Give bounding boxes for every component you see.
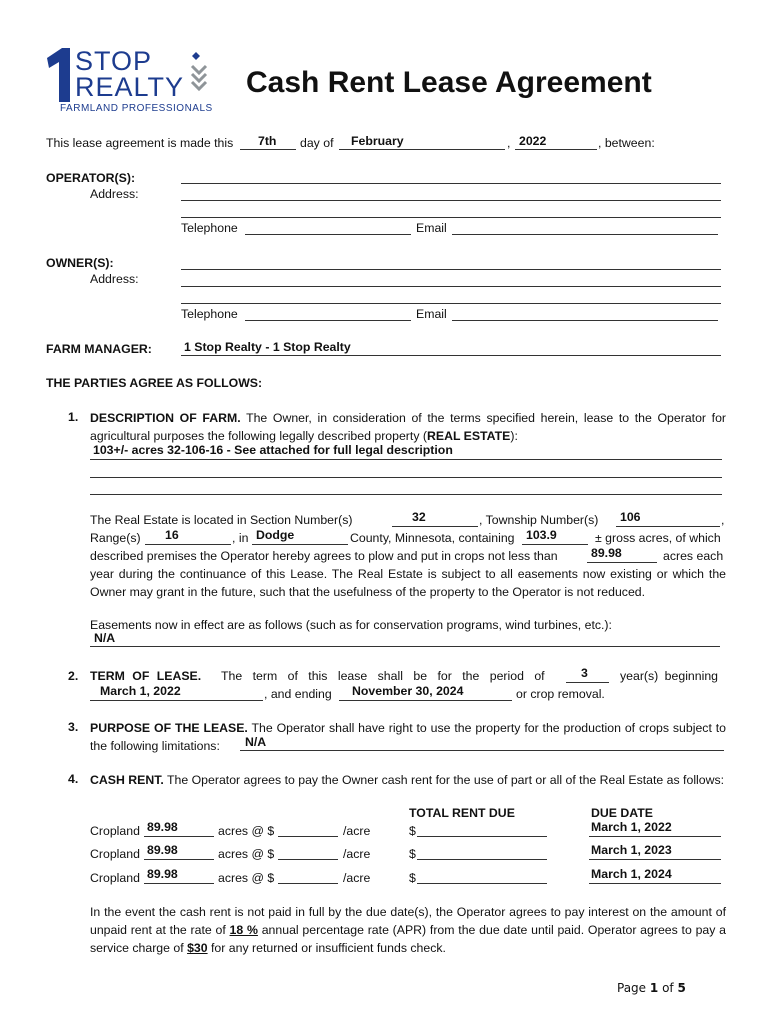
section1-real-estate: REAL ESTATE — [426, 429, 511, 443]
rent-row-due-date: March 1, 2024 — [591, 867, 672, 881]
section4-text: The Operator agrees to pay the Owner cash rent for the use of part or all of the Real Estate as follows: — [167, 773, 725, 787]
operator-address-field-2[interactable] — [181, 217, 721, 218]
interest-text-c: for any returned or insufficient funds check. — [211, 941, 446, 955]
service-charge-value: $30 — [187, 941, 208, 955]
section2-number: 2. — [68, 669, 79, 683]
section3-text: The Operator shall have right to use the property for the production of crops subject to the following limitations: — [90, 721, 727, 753]
section2-heading: TERM OF LEASE. — [90, 669, 202, 683]
rent-row-per-acre: /acre — [343, 824, 371, 838]
limitations-field[interactable] — [240, 750, 724, 751]
rent-row-total-field[interactable] — [417, 883, 547, 884]
section1-number: 1. — [68, 410, 79, 424]
section1-heading: DESCRIPTION OF FARM. — [90, 411, 241, 425]
due-date-header: DUE DATE — [591, 806, 653, 820]
rent-row-due-date: March 1, 2022 — [591, 820, 672, 834]
section2-text-a: The term of this lease shall be for the period of — [221, 669, 545, 683]
township-label: , Township Number(s) — [479, 513, 599, 527]
operator-address-field[interactable] — [181, 200, 721, 201]
acres-each-text: acres each — [663, 549, 724, 563]
logo-realty-text: REALTY — [75, 72, 185, 102]
operator-email-label: Email — [416, 221, 447, 235]
easements-field[interactable] — [90, 646, 720, 647]
farm-manager-label: FARM MANAGER: — [46, 342, 152, 356]
logo-stop-text: STOP — [75, 46, 153, 76]
crop-removal-text: or crop removal. — [516, 687, 605, 701]
rent-row-label: Cropland — [90, 871, 140, 885]
interest-text-a: In the event the cash rent is not paid in full by the due date(s), the Operator agrees to pay interest on the amount of unpaid rent at the rate of — [90, 905, 726, 937]
rent-row-total-field[interactable] — [417, 836, 547, 837]
rent-row-acres: 89.98 — [147, 820, 178, 834]
interest-paragraph — [90, 903, 726, 957]
operator-label: OPERATOR(S): — [46, 171, 136, 185]
easements-text: Easements now in effect are as follows (such as for conservation programs, wind turbines, etc.): — [90, 618, 612, 632]
section3-heading: PURPOSE OF THE LEASE. — [90, 721, 248, 735]
intro-text-b: day of — [300, 136, 334, 150]
legal-description-line-3[interactable] — [90, 494, 722, 495]
intro-text-a: This lease agreement is made this — [46, 136, 234, 150]
easements-value: N/A — [94, 631, 116, 645]
owner-address-field-2[interactable] — [181, 303, 721, 304]
section1-intro: DESCRIPTION OF FARM. The Owner, in consideration of the terms specified herein, lease to the Operator for agricultural purposes the following legally described property (REAL ESTATE): — [90, 411, 727, 443]
rent-row-acres-at: acres @ $ — [218, 871, 275, 885]
intro-day-value: 7th — [258, 134, 277, 148]
rent-row-label: Cropland — [90, 847, 140, 861]
operator-telephone-field[interactable] — [245, 234, 411, 235]
section1-paragraph-rest: year during the continuance of this Lease. The Real Estate is subject to all easements now existing or which the Owner may grant in the future, such that the usefulness of the property to the Operator is not reduced. — [90, 567, 726, 599]
rent-row-rate-field[interactable] — [278, 883, 338, 884]
crop-acres-value: 89.98 — [591, 546, 622, 560]
logo-subtitle: FARMLAND PROFESSIONALS — [60, 103, 213, 114]
section4-paragraph — [90, 771, 726, 789]
operator-name-field[interactable] — [181, 183, 721, 184]
total-rent-due-header: TOTAL RENT DUE — [409, 806, 515, 820]
owner-label: OWNER(S): — [46, 256, 114, 270]
operator-telephone-label: Telephone — [181, 221, 238, 235]
rent-row-rate-field[interactable] — [278, 836, 338, 837]
lease-years-value: 3 — [581, 666, 588, 680]
page-number: Page 1 of 5 — [617, 981, 686, 995]
limitations-value: N/A — [245, 735, 267, 749]
section-number-value: 32 — [412, 510, 426, 524]
rent-row-acres-at: acres @ $ — [218, 824, 275, 838]
operator-address-label: Address: — [90, 187, 139, 201]
section2-text-b: year(s) beginning — [620, 669, 719, 683]
section1-text: The Owner, in consideration of the terms specified herein, lease to the Operator for agricultural purposes the following legally described property ( — [90, 411, 727, 443]
rent-row-dollar: $ — [409, 847, 416, 861]
described-text: described premises the Operator hereby agrees to plow and put in crops not less than — [90, 549, 558, 563]
rent-row-dollar: $ — [409, 824, 416, 838]
interest-rate-value: 18 % — [229, 923, 258, 937]
rent-row-acres: 89.98 — [147, 843, 178, 857]
logo-number-mark — [44, 46, 76, 104]
range-label: Range(s) — [90, 531, 141, 545]
owner-telephone-field[interactable] — [245, 320, 411, 321]
section4-heading: CASH RENT. — [90, 773, 164, 787]
rent-row-rate-field[interactable] — [278, 859, 338, 860]
farm-manager-field[interactable] — [181, 355, 721, 356]
interest-text-b: annual percentage rate (APR) from the due date until paid. Operator agrees to pay a service charge of — [90, 923, 727, 955]
lease-end-value: November 30, 2024 — [352, 684, 464, 698]
section3-number: 3. — [68, 720, 79, 734]
parties-heading: THE PARTIES AGREE AS FOLLOWS: — [46, 376, 263, 390]
farm-manager-value: 1 Stop Realty - 1 Stop Realty — [184, 340, 351, 354]
owner-address-field[interactable] — [181, 286, 721, 287]
gross-acres-text: ± gross acres, of which — [595, 531, 721, 545]
logo-chevron-icon — [190, 52, 212, 94]
legal-description-value: 103+/- acres 32-106-16 - See attached for full legal description — [93, 443, 453, 457]
rent-row-acres-at: acres @ $ — [218, 847, 275, 861]
township-number-value: 106 — [620, 510, 641, 524]
intro-year-value: 2022 — [519, 134, 547, 148]
operator-email-field[interactable] — [452, 234, 718, 235]
legal-description-line-2[interactable] — [90, 477, 722, 478]
intro-month-value: February — [351, 134, 404, 148]
owner-email-field[interactable] — [452, 320, 718, 321]
in-label: , in — [232, 531, 249, 545]
rent-row-label: Cropland — [90, 824, 140, 838]
range-value: 16 — [165, 528, 179, 542]
legal-description-line-1[interactable] — [90, 459, 722, 460]
document-title: Cash Rent Lease Agreement — [246, 66, 652, 99]
ending-text: , and ending — [264, 687, 332, 701]
owner-address-label: Address: — [90, 272, 139, 286]
rent-row-total-field[interactable] — [417, 859, 547, 860]
county-text: County, Minnesota, containing — [350, 531, 515, 545]
owner-name-field[interactable] — [181, 269, 721, 270]
county-value: Dodge — [256, 528, 295, 542]
rent-row-acres: 89.98 — [147, 867, 178, 881]
owner-telephone-label: Telephone — [181, 307, 238, 321]
lease-start-value: March 1, 2022 — [100, 684, 181, 698]
gross-acres-value: 103.9 — [526, 528, 557, 542]
intro-text-c: , between: — [598, 136, 655, 150]
rent-row-due-date: March 1, 2023 — [591, 843, 672, 857]
located-text: The Real Estate is located in Section Number(s) — [90, 513, 353, 527]
owner-email-label: Email — [416, 307, 447, 321]
rent-row-per-acre: /acre — [343, 871, 371, 885]
rent-row-dollar: $ — [409, 871, 416, 885]
section4-number: 4. — [68, 772, 79, 786]
rent-row-per-acre: /acre — [343, 847, 371, 861]
